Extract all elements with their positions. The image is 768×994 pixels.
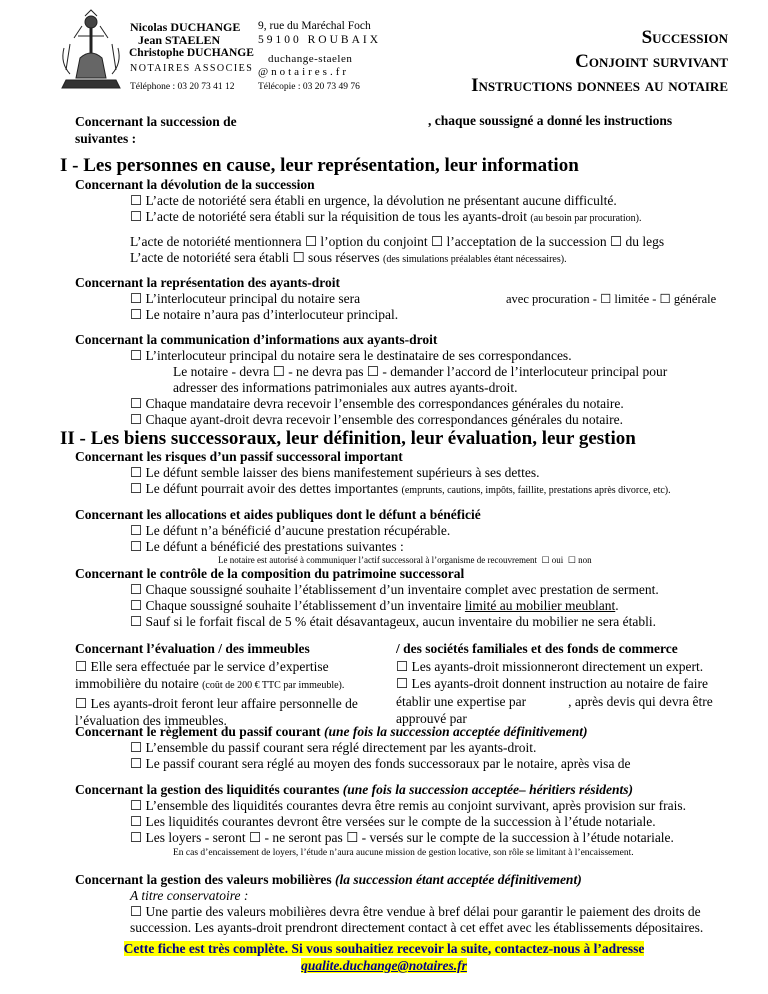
- option-label: L’acte de notoriété sera établi en urgence, la dévolution ne présentant aucune difficulté.: [145, 193, 617, 208]
- checkbox-icon[interactable]: [130, 396, 145, 411]
- representation-option-1[interactable]: [130, 291, 360, 307]
- passive-risk-title: Concernant les risques d’un passif successoral important: [75, 449, 403, 464]
- text: oui: [551, 555, 564, 565]
- checkbox-icon[interactable]: [431, 234, 446, 249]
- option-label: Chaque soussigné souhaite l’établissement d’un inventaire complet avec prestation de serment.: [145, 582, 659, 597]
- intro-left: [75, 113, 237, 147]
- text: L’acte de notoriété sera établi: [130, 250, 290, 265]
- eval-right-option-1[interactable]: [396, 658, 731, 676]
- option-label: Chaque soussigné souhaite l’établissement d’un inventaire: [145, 598, 462, 613]
- liquidity-title: [75, 782, 633, 798]
- intro-right: , chaque soussigné a donné les instructions: [428, 113, 673, 128]
- footer-email-link[interactable]: qualite.duchange@notaires.fr: [301, 958, 467, 973]
- text: , après devis qui devra être: [568, 693, 713, 709]
- text: établir une expertise par: [396, 693, 527, 709]
- checkbox-icon[interactable]: [130, 598, 145, 613]
- checkbox-icon[interactable]: [75, 696, 90, 711]
- option-label: Le notaire n’aura pas d’interlocuteur principal.: [145, 307, 399, 322]
- option-label: Le défunt n’a bénéficié d’aucune prestation récupérable.: [145, 523, 451, 538]
- checkbox-icon[interactable]: [660, 292, 674, 306]
- checkbox-icon[interactable]: [130, 348, 145, 363]
- phone-number: Téléphone : 03 20 73 41 12: [130, 82, 235, 92]
- option-label: Le défunt a bénéficié des prestations suivantes :: [145, 539, 404, 554]
- notary-statue-logo-icon: [56, 8, 126, 94]
- alloc-option-2[interactable]: [130, 539, 404, 555]
- checkbox-icon[interactable]: [305, 234, 320, 249]
- footer-notice: [0, 940, 768, 974]
- representation-option-2[interactable]: [130, 307, 398, 323]
- fax-number: Télécopie : 03 20 73 49 76: [258, 82, 360, 92]
- passive-option-2[interactable]: [130, 756, 631, 772]
- checkbox-icon[interactable]: [130, 412, 145, 427]
- option-label: Sauf si le forfait fiscal de 5 % était désavantageux, aucun inventaire du mobilier ne sera établi.: [145, 614, 657, 629]
- securities-option-1[interactable]: [130, 904, 701, 920]
- option-label: Les ayants-droit donnent instruction au notaire de faire: [411, 676, 709, 691]
- securities-line2: succession. Les ayants-droit prendront directement contact à cet effet avec les établissements dépositaires.: [130, 920, 704, 935]
- checkbox-icon[interactable]: [130, 209, 145, 224]
- intro-left-line1: Concernant la succession de: [75, 114, 237, 129]
- italic-text: (une fois la succession acceptée définitivement): [323, 724, 588, 739]
- italic-text: (la succession étant acceptée définitivement): [335, 872, 582, 887]
- securities-conservatory: A titre conservatoire :: [130, 888, 249, 903]
- option-label: Chaque ayant-droit devra recevoir l’ensemble des correspondances générales du notaire.: [145, 412, 624, 427]
- intro-left-line2: suivantes :: [75, 131, 137, 146]
- doc-title-line3: Instructions donnees au notaire: [471, 75, 728, 96]
- checkbox-icon[interactable]: [541, 555, 551, 565]
- communication-agreement-line: [173, 364, 667, 380]
- passive-option-1[interactable]: [130, 740, 536, 756]
- notoriety-reserve-line: [130, 250, 567, 266]
- representation-title: Concernant la représentation des ayants-droit: [75, 275, 340, 290]
- checkbox-icon[interactable]: [600, 292, 614, 306]
- text: l’option du conjoint: [320, 234, 428, 249]
- checkbox-icon[interactable]: [130, 814, 145, 829]
- doc-title-line1: Succession: [641, 27, 728, 48]
- address-city: 59100 ROUBAIX: [258, 34, 382, 46]
- passive-settlement-title: [75, 724, 588, 740]
- footer-text: Cette fiche est très complète. Si vous souhaitiez recevoir la suite, contactez-nous à l’adresse: [123, 941, 645, 956]
- notary-name-2: Jean STAELEN: [138, 33, 221, 47]
- text: du legs: [625, 234, 665, 249]
- option-label: Le défunt pourrait avoir des dettes importantes: [145, 481, 399, 496]
- note: (des simulations préalables étant nécessaires).: [383, 254, 567, 265]
- risk-option-2[interactable]: [130, 481, 671, 497]
- control-option-3[interactable]: [130, 614, 656, 630]
- text: générale: [673, 292, 717, 306]
- devolution-option-1[interactable]: [130, 193, 617, 209]
- eval-right-line3: [396, 693, 731, 711]
- checkbox-icon[interactable]: [130, 539, 145, 554]
- allocations-title: Concernant les allocations et aides publiques dont le défunt a bénéficié: [75, 507, 481, 522]
- text: limitée -: [614, 292, 657, 306]
- checkbox-icon[interactable]: [568, 555, 578, 565]
- option-note: (emprunts, cautions, impôts, faillite, prestations après divorce, etc).: [401, 485, 671, 496]
- liquidity-rent-line: [130, 830, 674, 846]
- communication-option-2[interactable]: [130, 396, 624, 412]
- option-label: Elle sera effectuée par le service d’expertise: [90, 658, 329, 674]
- control-option-2[interactable]: ☐ Chaque soussigné souhaite l’établissement d’un inventaire limité au mobilier meublant.: [130, 598, 619, 614]
- checkbox-icon[interactable]: [293, 250, 308, 265]
- checkbox-icon[interactable]: [130, 740, 145, 755]
- checkbox-icon[interactable]: [249, 830, 264, 845]
- eval-left-line4: l’évaluation des immeubles.: [75, 713, 227, 728]
- communication-option-3[interactable]: [130, 412, 623, 428]
- checkbox-icon[interactable]: [130, 307, 145, 322]
- eval-right-title: / des sociétés familiales et des fonds de commerce: [396, 641, 678, 656]
- option-label: Chaque mandataire devra recevoir l’ensemble des correspondances générales du notaire.: [145, 396, 624, 411]
- option-label: Une partie des valeurs mobilières devra être vendue à bref délai pour garantir le paiement des droits de: [145, 904, 701, 919]
- communication-title: Concernant la communication d’informations aux ayants-droit: [75, 332, 438, 347]
- eval-left-line2: [75, 675, 395, 695]
- option-label: L’ensemble des liquidités courantes devra être remis au conjoint survivant, après provision sur frais.: [145, 798, 686, 813]
- text: avec procuration -: [506, 292, 597, 306]
- text: immobilière du notaire: [75, 676, 199, 691]
- devolution-option-2[interactable]: [130, 209, 641, 225]
- checkbox-icon[interactable]: [130, 756, 145, 771]
- communication-option-1[interactable]: [130, 348, 572, 364]
- text: - ne seront pas: [264, 830, 343, 845]
- eval-right-line4: approuvé par: [396, 711, 467, 726]
- option-label: Les ayants-droit feront leur affaire personnelle de: [90, 695, 358, 711]
- alloc-authorization-line: [218, 555, 592, 566]
- text: - ne devra pas: [288, 364, 364, 379]
- eval-left-title: Concernant l’évaluation / des immeubles: [75, 641, 310, 656]
- checkbox-icon[interactable]: [130, 904, 145, 919]
- evaluation-right-column: [396, 640, 731, 728]
- text: Le notaire - devra: [173, 364, 270, 379]
- checkbox-icon[interactable]: [396, 676, 411, 691]
- checkbox-icon[interactable]: [346, 830, 361, 845]
- option-label: Les liquidités courantes devront être versées sur le compte de la succession à l’étude notariale.: [145, 814, 656, 829]
- eval-left-option-1[interactable]: [75, 658, 395, 676]
- securities-title: [75, 872, 582, 888]
- email-domain-part2: @notaires.fr: [258, 66, 350, 78]
- doc-title-block: [368, 26, 728, 98]
- liquidity-option-2[interactable]: [130, 814, 656, 830]
- control-option-1[interactable]: [130, 582, 659, 598]
- checkbox-icon[interactable]: [367, 364, 382, 379]
- checkbox-icon[interactable]: [130, 465, 145, 480]
- option-label: L’acte de notoriété sera établi sur la réquisition de tous les ayants-droit: [145, 209, 527, 224]
- option-note: (au besoin par procuration).: [530, 213, 642, 224]
- checkbox-icon[interactable]: [396, 659, 411, 674]
- section-1-title: I - Les personnes en cause, leur représentation, leur information: [60, 155, 579, 176]
- option-label: L’interlocuteur principal du notaire sera: [145, 291, 361, 306]
- text: l’acceptation de la succession: [446, 234, 607, 249]
- address-street: 9, rue du Maréchal Foch: [258, 20, 371, 32]
- checkbox-icon[interactable]: [130, 830, 145, 845]
- evaluation-left-column: [75, 640, 395, 730]
- liquidity-option-1[interactable]: [130, 798, 686, 814]
- risk-option-1[interactable]: [130, 465, 540, 481]
- underlined-text: limité au mobilier meublant: [464, 598, 616, 613]
- checkbox-icon[interactable]: [130, 193, 145, 208]
- italic-text: (une fois la succession acceptée– héritiers résidents): [342, 782, 633, 797]
- text: L’acte de notoriété mentionnera: [130, 234, 302, 249]
- liquidity-note: En cas d’encaissement de loyers, l’étude n’aura aucune mission de gestion locative, son rôle se limitant à l’encaissement.: [173, 848, 634, 858]
- checkbox-icon[interactable]: [130, 614, 145, 629]
- doc-title-line2: Conjoint survivant: [575, 51, 728, 72]
- text: Concernant la gestion des valeurs mobilières: [75, 872, 332, 887]
- option-label: L’interlocuteur principal du notaire sera le destinataire de ses correspondances.: [145, 348, 572, 363]
- checkbox-icon[interactable]: [130, 291, 145, 306]
- notary-name-3: Christophe DUCHANGE: [129, 47, 254, 59]
- text: - versés sur le compte de la succession à l’étude notariale.: [361, 830, 674, 845]
- option-label: Le défunt semble laisser des biens manifestement supérieurs à ses dettes.: [145, 465, 540, 480]
- communication-agreement-line2: adresser des informations patrimoniales aux autres ayants-droit.: [173, 380, 518, 395]
- notoriety-mention-line: [130, 234, 664, 250]
- checkbox-icon[interactable]: [130, 582, 145, 597]
- checkbox-icon[interactable]: [75, 659, 90, 674]
- eval-right-option-2[interactable]: [396, 675, 731, 693]
- associates-label: NOTAIRES ASSOCIES: [130, 63, 254, 74]
- procuration-options: [506, 291, 716, 307]
- option-label: Les ayants-droit missionneront directement un expert.: [411, 658, 704, 674]
- notary-name-1: Nicolas DUCHANGE: [130, 20, 241, 34]
- checkbox-icon[interactable]: [130, 523, 145, 538]
- option-label: Le passif courant sera réglé au moyen des fonds successoraux par le notaire, après visa de: [145, 756, 631, 771]
- note: (coût de 200 € TTC par immeuble).: [202, 680, 345, 691]
- text: Concernant le règlement du passif courant: [75, 724, 321, 739]
- text: non: [578, 555, 592, 565]
- text: Concernant la gestion des liquidités courantes: [75, 782, 340, 797]
- alloc-option-1[interactable]: [130, 523, 450, 539]
- control-title: Concernant le contrôle de la composition du patrimoine successoral: [75, 566, 465, 581]
- text: Le notaire est autorisé à communiquer l’actif successoral à l’organisme de recouvrement: [218, 555, 537, 565]
- section-2-title: II - Les biens successoraux, leur définition, leur évaluation, leur gestion: [60, 428, 636, 449]
- option-label: L’ensemble du passif courant sera réglé directement par les ayants-droit.: [145, 740, 537, 755]
- email-domain-part1: duchange-staelen: [268, 53, 353, 65]
- text: - demander l’accord de l’interlocuteur principal pour: [382, 364, 668, 379]
- text: sous réserves: [308, 250, 380, 265]
- devolution-title: Concernant la dévolution de la succession: [75, 177, 315, 192]
- eval-left-option-2[interactable]: [75, 695, 395, 713]
- checkbox-icon[interactable]: [130, 481, 145, 496]
- checkbox-icon[interactable]: [273, 364, 288, 379]
- checkbox-icon[interactable]: [610, 234, 625, 249]
- text: Les loyers - seront: [145, 830, 246, 845]
- checkbox-icon[interactable]: [130, 798, 145, 813]
